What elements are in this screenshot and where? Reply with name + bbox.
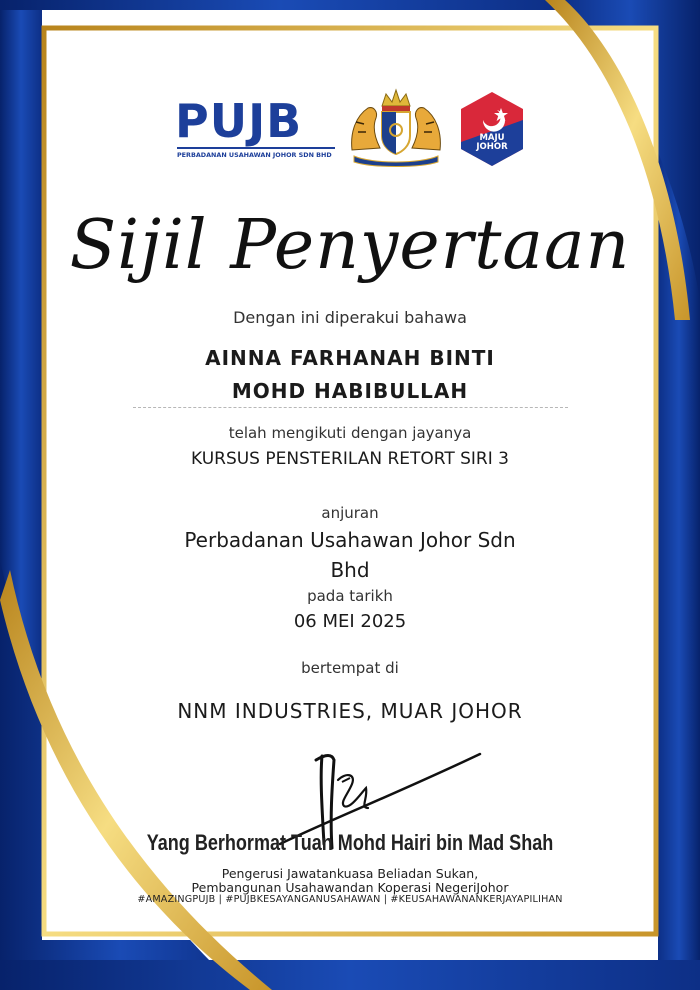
course-name: KURSUS PENSTERILAN RETORT SIRI 3 xyxy=(191,449,509,469)
participant-name-line1: AINNA FARHANAH BINTI xyxy=(205,346,495,370)
blue-band-top xyxy=(0,0,560,10)
name-divider xyxy=(133,407,568,408)
tiger-left-icon xyxy=(352,108,380,150)
event-date: 06 MEI 2025 xyxy=(293,611,407,632)
pujb-logo-subtitle: PERBADANAN USAHAWAN JOHOR SDN BHD xyxy=(177,147,335,159)
certificate-title: Sijil Penyertaan xyxy=(69,206,631,285)
organiser-line2: Bhd xyxy=(330,558,370,582)
organised-label: anjuran xyxy=(321,504,379,522)
signatory-position-line1: Pengerusi Jawatankuasa Beliadan Sukan, xyxy=(221,866,479,881)
johor-crest-icon xyxy=(342,88,450,168)
pujb-logo xyxy=(175,95,335,165)
participant-name-line2: MOHD HABIBULLAH xyxy=(231,379,469,403)
venue-name: NNM INDUSTRIES, MUAR JOHOR xyxy=(177,699,523,723)
blue-band-bottom xyxy=(0,960,700,990)
date-label: pada tarikh xyxy=(307,587,393,605)
maju-text-line1: MAJU xyxy=(479,133,505,143)
hashtags: #AMAZINGPUJB | #PUJBKESAYANGANUSAHAWAN | #KEUSAHAWANANKERJAYAPILIHAN xyxy=(137,894,563,905)
maju-johor-logo xyxy=(457,90,527,168)
venue-label: bertempat di xyxy=(301,659,399,677)
organiser-line1: Perbadanan Usahawan Johor Sdn xyxy=(184,528,516,552)
crest-scroll-icon xyxy=(354,156,438,167)
signatory-position-line2: Pembangunan Usahawandan Koperasi NegeriJohor xyxy=(191,880,509,895)
completed-text: telah mengikuti dengan jayanya xyxy=(228,424,472,442)
tiger-right-icon xyxy=(412,108,440,150)
maju-johor-text xyxy=(457,134,527,152)
pujb-logo-word: PUJB xyxy=(175,94,303,148)
maju-text-line2: JOHOR xyxy=(476,142,508,152)
intro-text: Dengan ini diperakui bahawa xyxy=(233,308,467,327)
signatory-name: Yang Berhormat Tuan Mohd Hairi bin Mad Shah xyxy=(146,830,554,855)
crown-icon xyxy=(382,90,410,106)
maju-johor-hexagon-icon xyxy=(457,90,527,168)
